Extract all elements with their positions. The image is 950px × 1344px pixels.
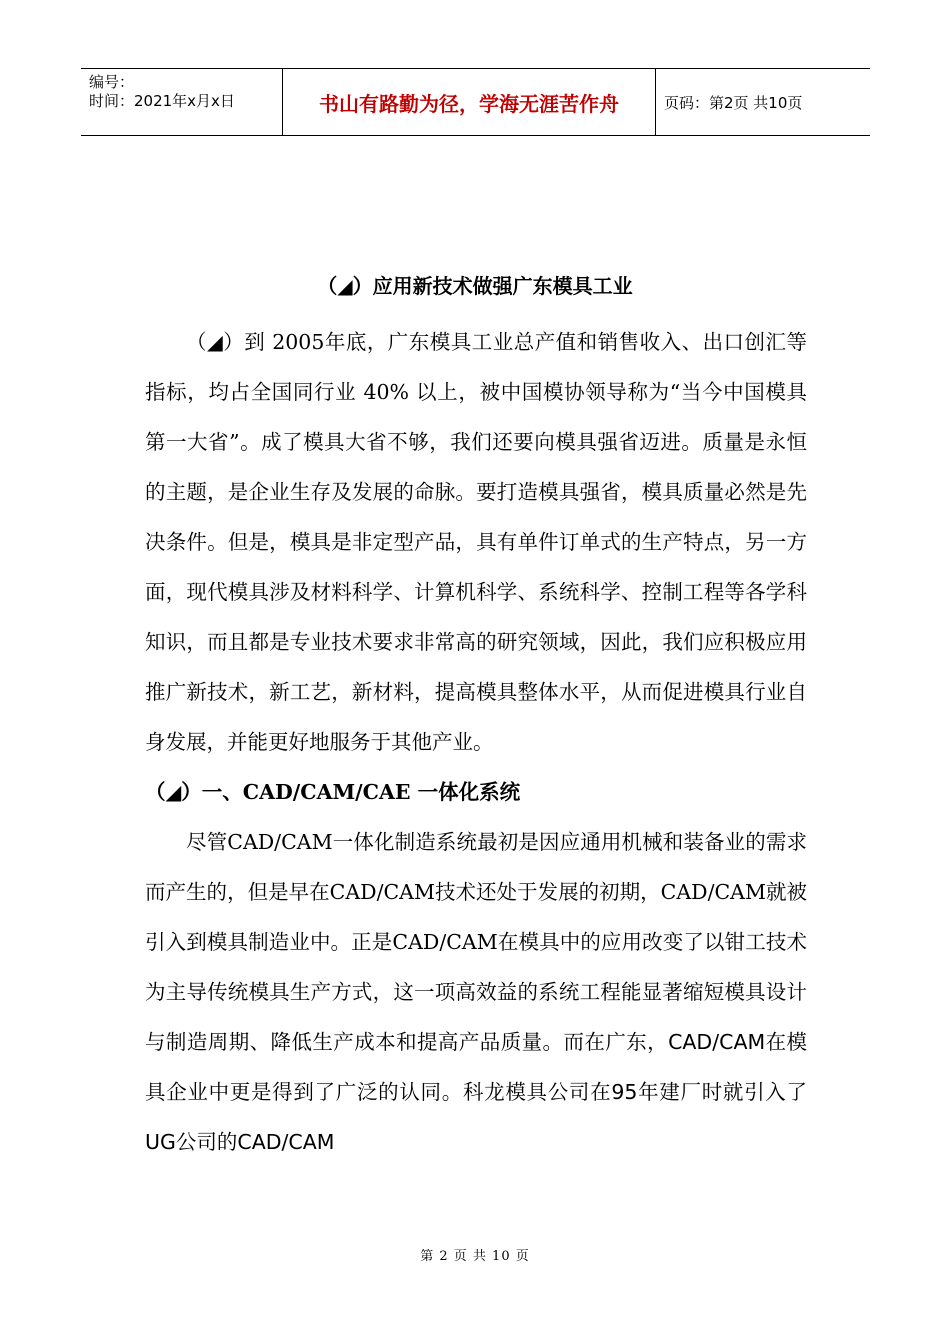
paragraph-2-part-1: 尽管CAD/CAM一体化制造系统最初是因应通用机械和装备业的需求而产生的，但是早在CAD/CAM技术还处于发展的初期，CAD/CAM就被引入到模具制造业中。正是CAD/CAM在模具中的应用改变了以钳工技术为主导传统模具生产方式，这一项高效益的系统工程能显著缩短模具设计与制造周期、降低生产成本和提高产品质量。而在广东，: [145, 830, 807, 1054]
date-line: 时间：2021年x月x日: [89, 92, 235, 110]
paragraph-2-part-2: CAD/CAM在模具企业中更是得到了广泛的认同。科龙模具公司在95年建厂时就引入了UG公司的CAD/CAM: [145, 1030, 807, 1154]
paragraph-1: （◢）到 2005年底，广东模具工业总产值和销售收入、出口创汇等指标，均占全国同行业 40% 以上，被中国模协领导称为“当今中国模具第一大省”。成了模具大省不够，我们还要向模具强省迈进。质量是永恒的主题，是企业生存及发展的命脉。要打造模具强省，模具质量必然是先决条件。但是，模具是非定型产品，具有单件订单式的生产特点，另一方面，现代模具涉及材料科学、计算机科学、系统科学、控制工程等各学科知识，而且都是专业技术要求非常高的研究领域，因此，我们应积极应用推广新技术，新工艺，新材料，提高模具整体水平，从而促进模具行业自身发展，并能更好地服务于其他产业。: [145, 330, 807, 754]
document-body: [145, 317, 807, 1167]
serial-label: 编号：: [89, 73, 135, 91]
header-motto: 书山有路勤为径，学海无涯苦作舟: [282, 69, 656, 135]
header-page-info: 页码：第2页 共10页: [664, 93, 803, 112]
document-title: （◢）应用新技术做强广东模具工业: [317, 274, 633, 298]
section-heading: （◢）一、CAD/CAM/CAE 一体化系统: [145, 780, 521, 804]
header-meta: [81, 69, 282, 135]
paragraph-2: [145, 817, 807, 1167]
page-footer: 第 2 页 共 10 页: [420, 1249, 530, 1264]
document-header: [81, 68, 870, 136]
